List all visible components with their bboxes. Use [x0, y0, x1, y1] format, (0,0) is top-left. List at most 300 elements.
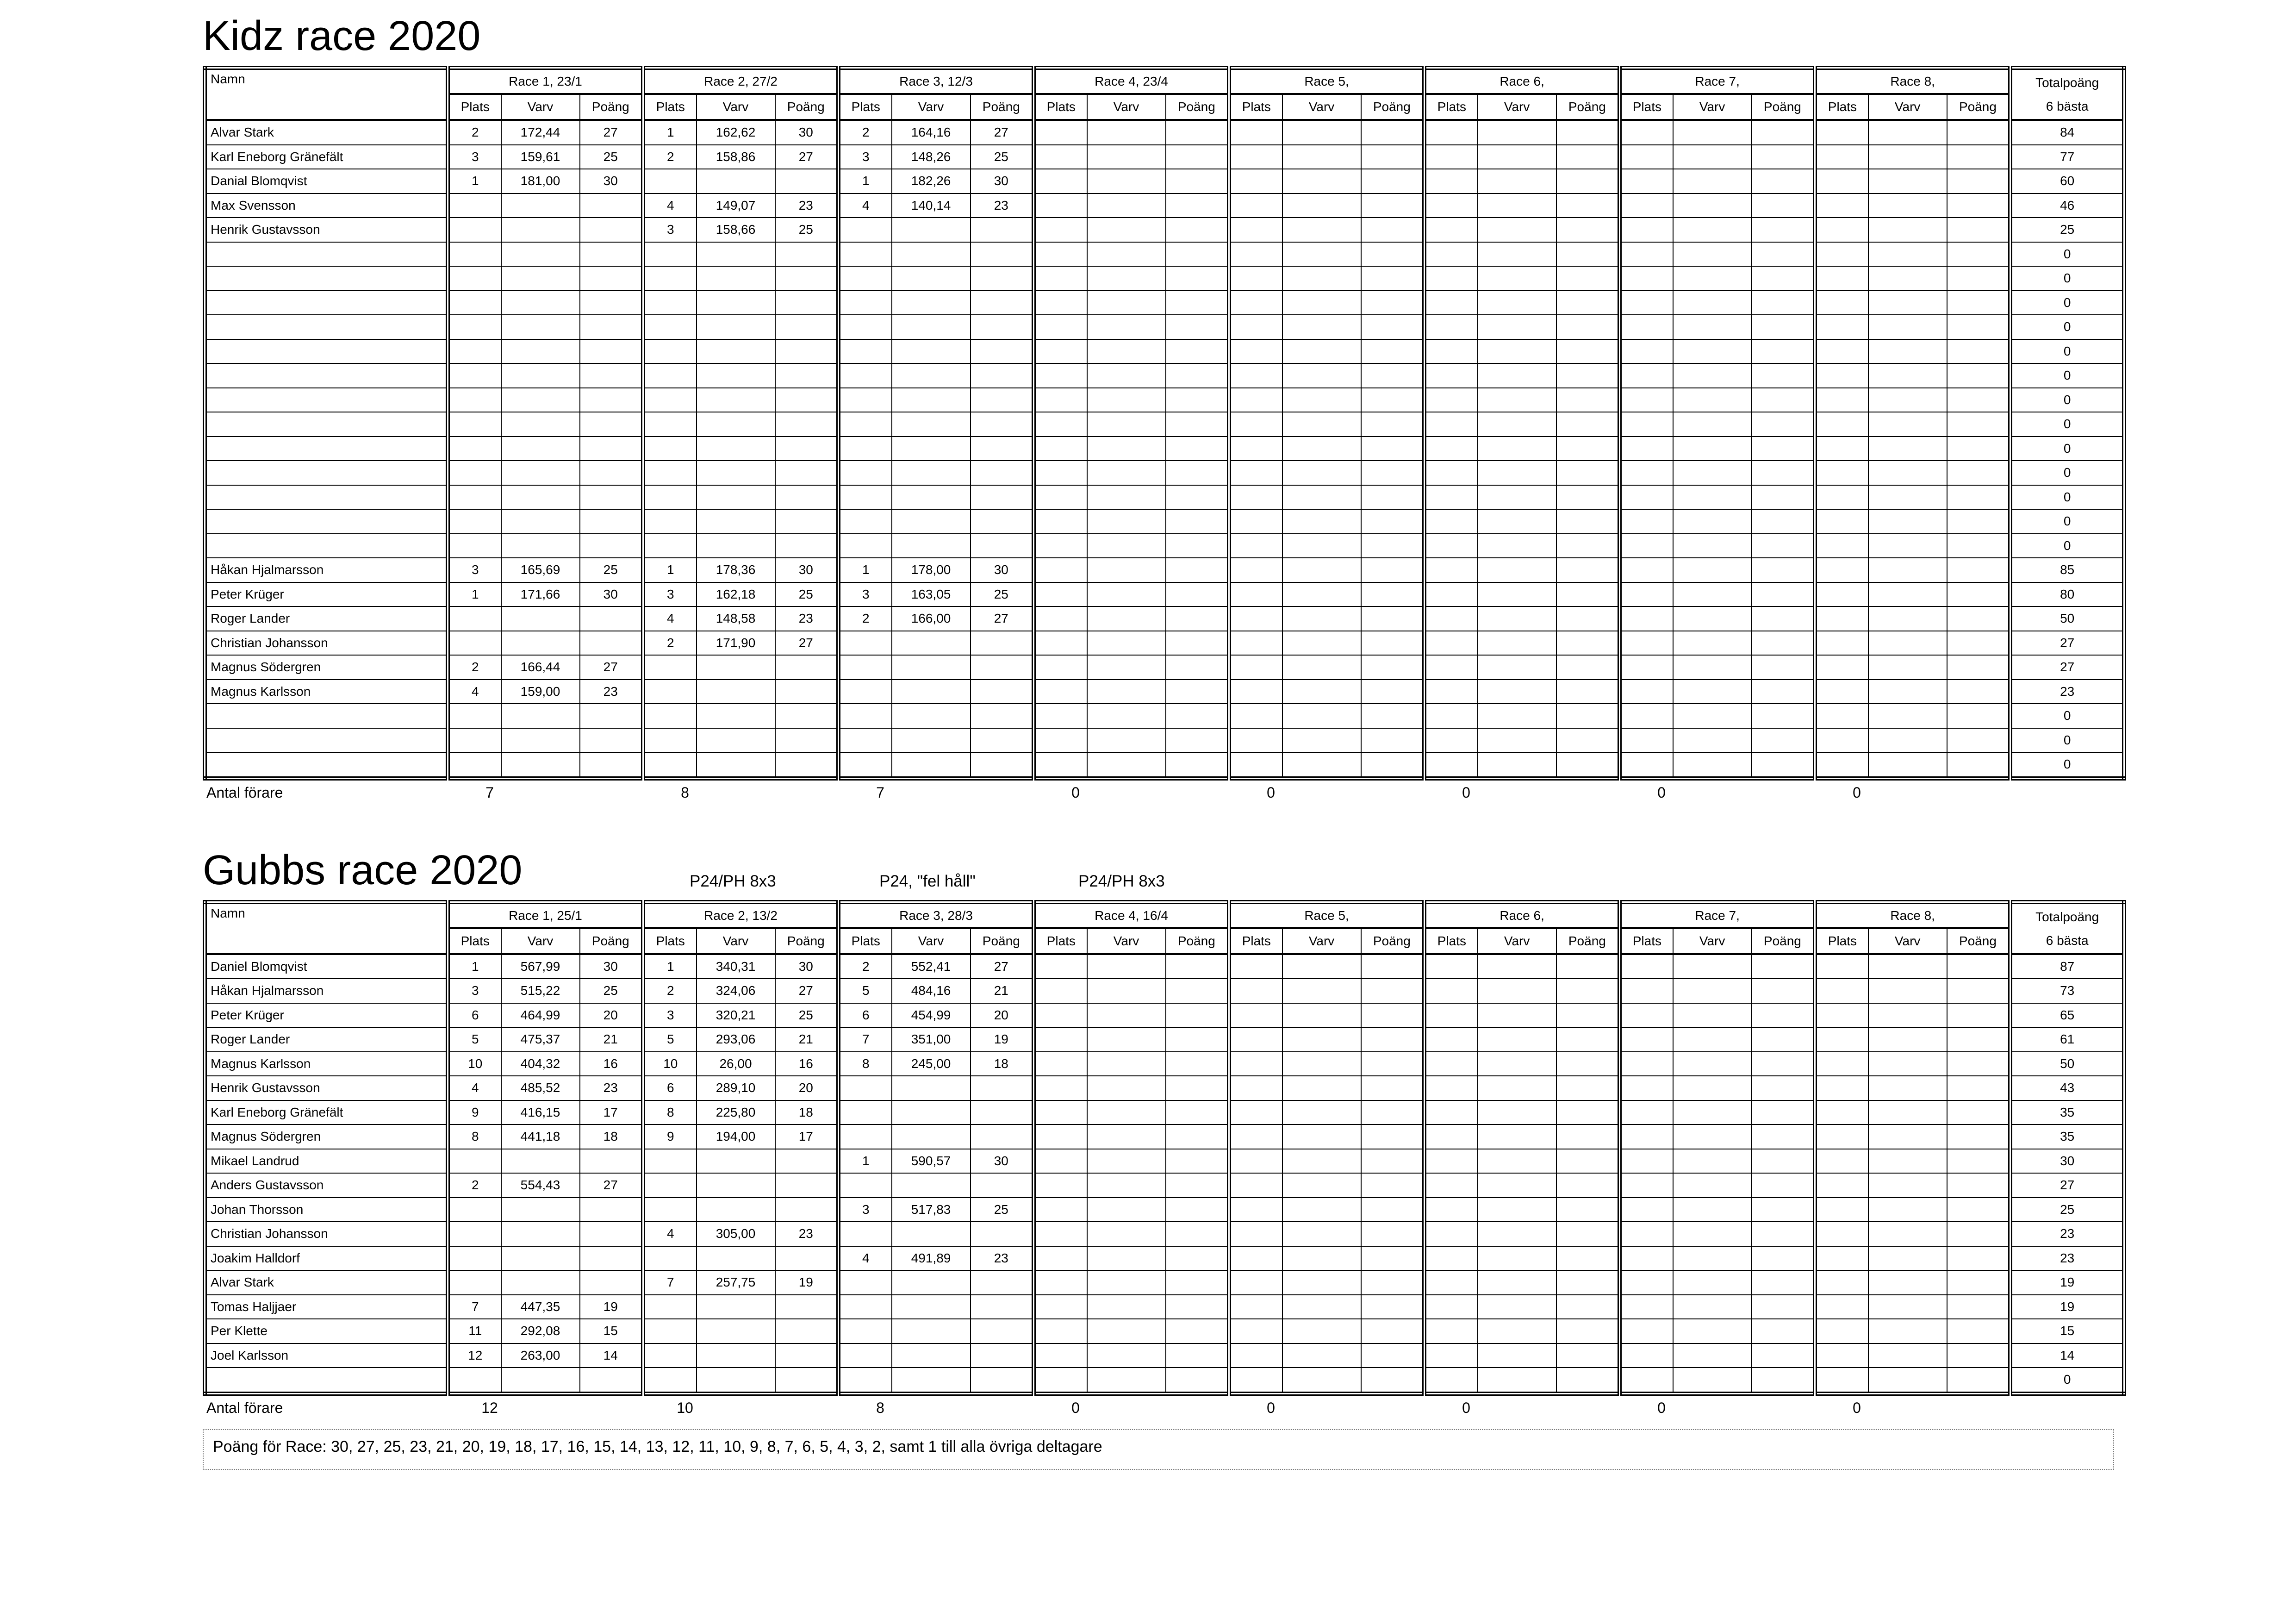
varv-cell: [697, 242, 775, 267]
driver-name-cell: Karl Eneborg Gränefält: [205, 145, 448, 169]
poang-cell: [1361, 1198, 1425, 1222]
result-row: [205, 1027, 2124, 1052]
plats-cell: [643, 485, 697, 510]
poang-cell: [1752, 1270, 1815, 1295]
varv-cell: [1478, 1027, 1556, 1052]
poang-cell: [1556, 954, 1620, 979]
plats-cell: [1620, 1368, 1673, 1393]
varv-cell: [1087, 1343, 1166, 1368]
poang-cell: 25: [971, 582, 1034, 607]
plats-cell: [1034, 437, 1087, 461]
varv-cell: [892, 339, 971, 364]
poang-cell: [1947, 291, 2010, 315]
poang-cell: [971, 218, 1034, 242]
plats-cell: 2: [448, 1173, 501, 1198]
result-row: [205, 509, 2124, 534]
driver-name-cell: [205, 315, 448, 339]
varv-cell: [1478, 582, 1556, 607]
driver-name-cell: Henrik Gustavsson: [205, 218, 448, 242]
varv-cell: 293,06: [697, 1027, 775, 1052]
race-column-header: Race 1, 23/1: [448, 68, 643, 94]
plats-cell: [1034, 1149, 1087, 1174]
race-column-header: Race 1, 25/1: [448, 902, 643, 928]
plats-column-header: Plats: [448, 928, 501, 954]
varv-cell: [1868, 218, 1947, 242]
poang-cell: [1166, 728, 1229, 753]
plats-cell: [1034, 1124, 1087, 1149]
driver-name-cell: Anders Gustavsson: [205, 1173, 448, 1198]
plats-column-header: Plats: [448, 94, 501, 120]
poang-cell: 21: [580, 1027, 643, 1052]
varv-cell: [1087, 437, 1166, 461]
total-cell: 0: [2010, 388, 2124, 412]
plats-cell: [1425, 534, 1478, 558]
poang-cell: [580, 752, 643, 778]
poang-cell: [1752, 1124, 1815, 1149]
varv-column-header: Varv: [1282, 928, 1361, 954]
result-row: [205, 1368, 2124, 1393]
result-row: [205, 1246, 2124, 1271]
varv-cell: [892, 315, 971, 339]
varv-cell: [697, 412, 775, 437]
result-row: [205, 752, 2124, 778]
plats-cell: 7: [839, 1027, 892, 1052]
varv-cell: [1087, 218, 1166, 242]
plats-cell: [839, 1076, 892, 1100]
plats-cell: [839, 1343, 892, 1368]
total-cell: 25: [2010, 218, 2124, 242]
poang-cell: 30: [775, 954, 839, 979]
plats-cell: [1620, 1003, 1673, 1028]
plats-cell: [839, 631, 892, 656]
plats-cell: [448, 1270, 501, 1295]
plats-cell: [1425, 1198, 1478, 1222]
poang-cell: [971, 412, 1034, 437]
plats-cell: 3: [839, 145, 892, 169]
plats-cell: [1229, 1027, 1282, 1052]
varv-cell: [1673, 1100, 1752, 1125]
poang-cell: [1752, 145, 1815, 169]
poang-cell: [580, 266, 643, 291]
plats-cell: [1815, 655, 1868, 680]
poang-cell: [1361, 291, 1425, 315]
plats-cell: 7: [643, 1270, 697, 1295]
total-cell: 0: [2010, 412, 2124, 437]
varv-cell: [1478, 339, 1556, 364]
varv-cell: [1282, 1003, 1361, 1028]
poang-cell: [1361, 1368, 1425, 1393]
poang-cell: 27: [580, 655, 643, 680]
gubbs-race-title: Gubbs race 2020: [203, 847, 523, 893]
plats-cell: [1425, 752, 1478, 778]
plats-cell: [1425, 582, 1478, 607]
poang-cell: [1556, 1270, 1620, 1295]
poang-cell: [1752, 1076, 1815, 1100]
total-cell: 25: [2010, 1198, 2124, 1222]
kidz-results-table: [203, 66, 2126, 781]
varv-cell: [1282, 145, 1361, 169]
varv-cell: [1478, 1343, 1556, 1368]
varv-column-header: Varv: [501, 928, 580, 954]
driver-name-cell: Per Klette: [205, 1319, 448, 1343]
total-cell: 23: [2010, 1246, 2124, 1271]
varv-cell: 351,00: [892, 1027, 971, 1052]
varv-cell: [1868, 266, 1947, 291]
plats-cell: [1034, 1222, 1087, 1246]
poang-cell: [1947, 437, 2010, 461]
plats-cell: [1425, 1173, 1478, 1198]
poang-cell: [1166, 242, 1229, 267]
poang-cell: [580, 1368, 643, 1393]
varv-cell: [892, 655, 971, 680]
plats-cell: 1: [839, 1149, 892, 1174]
plats-cell: [1034, 1246, 1087, 1271]
plats-cell: [1620, 1319, 1673, 1343]
plats-cell: [1620, 1100, 1673, 1125]
result-row: [205, 339, 2124, 364]
poang-cell: [1947, 145, 2010, 169]
poang-cell: [1947, 1149, 2010, 1174]
varv-cell: [1673, 752, 1752, 778]
varv-cell: 164,16: [892, 120, 971, 145]
plats-cell: [1620, 655, 1673, 680]
varv-cell: [1087, 1198, 1166, 1222]
plats-cell: [1425, 339, 1478, 364]
poang-cell: [1947, 631, 2010, 656]
poang-cell: [1556, 194, 1620, 218]
varv-cell: [892, 704, 971, 728]
poang-cell: [1361, 979, 1425, 1003]
plats-cell: [839, 1173, 892, 1198]
poang-cell: [1752, 704, 1815, 728]
varv-cell: [501, 291, 580, 315]
poang-cell: [1752, 1246, 1815, 1271]
varv-cell: [1087, 954, 1166, 979]
varv-cell: [1868, 363, 1947, 388]
varv-cell: [1868, 1003, 1947, 1028]
plats-cell: [643, 242, 697, 267]
plats-cell: [839, 315, 892, 339]
poang-cell: [1752, 363, 1815, 388]
antal-forare-count: 0: [1657, 1399, 1666, 1416]
race-class-annotation: P24/PH 8x3: [1078, 872, 1165, 890]
plats-cell: [1034, 1343, 1087, 1368]
plats-cell: [1815, 704, 1868, 728]
antal-forare-count: 0: [1071, 784, 1080, 801]
result-row: [205, 1343, 2124, 1368]
plats-cell: 5: [839, 979, 892, 1003]
plats-cell: [1815, 1198, 1868, 1222]
poang-cell: [580, 485, 643, 510]
varv-column-header: Varv: [892, 94, 971, 120]
varv-cell: [1282, 1173, 1361, 1198]
poang-column-header: Poäng: [1361, 94, 1425, 120]
varv-cell: [1282, 1027, 1361, 1052]
plats-cell: [1620, 582, 1673, 607]
plats-cell: [839, 704, 892, 728]
plats-cell: [1815, 1124, 1868, 1149]
varv-cell: 454,99: [892, 1003, 971, 1028]
poang-cell: [1947, 363, 2010, 388]
poang-cell: 27: [580, 1173, 643, 1198]
poang-cell: [1556, 704, 1620, 728]
poang-cell: 30: [775, 120, 839, 145]
varv-cell: [1868, 315, 1947, 339]
poang-cell: [775, 534, 839, 558]
poang-cell: 14: [580, 1343, 643, 1368]
plats-cell: [839, 1295, 892, 1319]
poang-cell: [1556, 728, 1620, 753]
varv-cell: [1282, 1270, 1361, 1295]
poang-cell: [580, 631, 643, 656]
poang-cell: [1947, 1246, 2010, 1271]
poang-cell: [1556, 412, 1620, 437]
varv-cell: [1478, 1222, 1556, 1246]
plats-cell: [1620, 680, 1673, 704]
poang-cell: [580, 437, 643, 461]
poang-cell: [1556, 120, 1620, 145]
plats-cell: [1229, 954, 1282, 979]
plats-cell: 9: [448, 1100, 501, 1125]
poang-column-header: Poäng: [1947, 928, 2010, 954]
poang-cell: [1556, 1173, 1620, 1198]
result-row: [205, 1173, 2124, 1198]
poang-cell: [1556, 169, 1620, 194]
varv-cell: [1478, 1270, 1556, 1295]
driver-name-cell: Håkan Hjalmarsson: [205, 558, 448, 582]
plats-cell: [1620, 509, 1673, 534]
poang-cell: [1166, 1027, 1229, 1052]
plats-column-header: Plats: [1229, 94, 1282, 120]
plats-cell: [1815, 437, 1868, 461]
plats-cell: [643, 339, 697, 364]
varv-cell: [1087, 509, 1166, 534]
plats-cell: [643, 509, 697, 534]
plats-cell: [1229, 169, 1282, 194]
total-header-line2: 6 bästa: [2046, 99, 2089, 113]
varv-cell: [501, 1149, 580, 1174]
poang-cell: 27: [971, 954, 1034, 979]
varv-cell: [1282, 485, 1361, 510]
poang-cell: [1752, 631, 1815, 656]
varv-cell: 148,26: [892, 145, 971, 169]
plats-cell: [1425, 1027, 1478, 1052]
poang-cell: 30: [580, 582, 643, 607]
varv-cell: [501, 1222, 580, 1246]
plats-cell: [839, 461, 892, 485]
driver-name-cell: [205, 291, 448, 315]
poang-cell: [1361, 680, 1425, 704]
varv-cell: 159,61: [501, 145, 580, 169]
varv-cell: [1868, 509, 1947, 534]
plats-cell: [1034, 242, 1087, 267]
varv-cell: [501, 437, 580, 461]
plats-cell: [1620, 169, 1673, 194]
varv-cell: 552,41: [892, 954, 971, 979]
varv-cell: [697, 655, 775, 680]
varv-cell: [1868, 1124, 1947, 1149]
poang-cell: [775, 363, 839, 388]
plats-cell: [1425, 1076, 1478, 1100]
plats-cell: 1: [448, 582, 501, 607]
varv-cell: [501, 218, 580, 242]
plats-cell: [1034, 388, 1087, 412]
varv-cell: [1282, 582, 1361, 607]
plats-cell: [1425, 704, 1478, 728]
poang-cell: [1947, 1295, 2010, 1319]
plats-cell: [643, 534, 697, 558]
varv-cell: [1087, 1027, 1166, 1052]
varv-cell: [1087, 680, 1166, 704]
plats-cell: [1229, 1100, 1282, 1125]
varv-cell: [892, 1100, 971, 1125]
varv-cell: [1868, 1343, 1947, 1368]
poang-cell: [1947, 582, 2010, 607]
plats-cell: [448, 1149, 501, 1174]
varv-cell: [1282, 704, 1361, 728]
varv-cell: [1673, 631, 1752, 656]
varv-cell: [1282, 1149, 1361, 1174]
poang-cell: [1752, 1100, 1815, 1125]
result-row: [205, 145, 2124, 169]
plats-cell: [839, 266, 892, 291]
scoring-note-box: [203, 1429, 2114, 1470]
poang-cell: [1361, 242, 1425, 267]
driver-name-cell: [205, 461, 448, 485]
poang-cell: [971, 388, 1034, 412]
antal-forare-row: [203, 781, 2122, 805]
varv-cell: 475,37: [501, 1027, 580, 1052]
varv-cell: [1868, 680, 1947, 704]
varv-cell: [1673, 315, 1752, 339]
poang-cell: [775, 1368, 839, 1393]
poang-cell: [971, 266, 1034, 291]
varv-cell: [1087, 1173, 1166, 1198]
varv-cell: [1673, 509, 1752, 534]
total-cell: 35: [2010, 1100, 2124, 1125]
plats-cell: [1229, 534, 1282, 558]
result-row: [205, 1222, 2124, 1246]
plats-cell: [1425, 680, 1478, 704]
varv-cell: [697, 704, 775, 728]
plats-cell: 2: [839, 606, 892, 631]
varv-cell: [1478, 461, 1556, 485]
poang-cell: [971, 242, 1034, 267]
result-row: [205, 631, 2124, 656]
plats-cell: [1034, 655, 1087, 680]
varv-cell: [1087, 534, 1166, 558]
plats-cell: 3: [643, 582, 697, 607]
plats-cell: [1034, 558, 1087, 582]
plats-cell: [1229, 388, 1282, 412]
plats-cell: [1425, 388, 1478, 412]
poang-cell: [1752, 315, 1815, 339]
antal-forare-count: 12: [481, 1399, 498, 1416]
plats-cell: [1620, 1295, 1673, 1319]
total-cell: 0: [2010, 704, 2124, 728]
varv-column-header: Varv: [1087, 94, 1166, 120]
varv-cell: [1478, 266, 1556, 291]
poang-cell: 25: [971, 1198, 1034, 1222]
poang-column-header: Poäng: [971, 928, 1034, 954]
poang-cell: [1166, 145, 1229, 169]
varv-cell: [1478, 680, 1556, 704]
poang-cell: [580, 509, 643, 534]
plats-cell: [643, 728, 697, 753]
plats-cell: [839, 728, 892, 753]
varv-cell: [1868, 1270, 1947, 1295]
plats-cell: [1815, 218, 1868, 242]
plats-cell: [643, 437, 697, 461]
varv-cell: [1087, 582, 1166, 607]
plats-cell: [1229, 1368, 1282, 1393]
plats-cell: [1425, 558, 1478, 582]
plats-cell: [1620, 242, 1673, 267]
plats-cell: 12: [448, 1343, 501, 1368]
varv-cell: [1282, 169, 1361, 194]
driver-name-cell: Tomas Haljjaer: [205, 1295, 448, 1319]
antal-forare-count: 0: [1462, 784, 1470, 801]
varv-cell: [697, 1343, 775, 1368]
plats-cell: [1815, 1246, 1868, 1271]
gubbs-race-section: [203, 844, 2147, 1420]
antal-forare-count: 0: [1657, 784, 1666, 801]
poang-cell: 25: [775, 582, 839, 607]
plats-cell: 1: [643, 120, 697, 145]
antal-forare-label: Antal förare: [206, 784, 283, 801]
poang-cell: [1947, 266, 2010, 291]
varv-cell: 178,36: [697, 558, 775, 582]
plats-cell: [1815, 169, 1868, 194]
varv-column-header: Varv: [501, 94, 580, 120]
plats-cell: 9: [643, 1124, 697, 1149]
poang-cell: 25: [580, 558, 643, 582]
poang-cell: [1166, 680, 1229, 704]
varv-cell: [1868, 169, 1947, 194]
plats-cell: [839, 752, 892, 778]
poang-cell: [1752, 1003, 1815, 1028]
poang-cell: [580, 242, 643, 267]
varv-column-header: Varv: [1673, 94, 1752, 120]
poang-cell: [775, 752, 839, 778]
poang-cell: [1947, 979, 2010, 1003]
plats-cell: [1620, 1076, 1673, 1100]
driver-name-cell: [205, 412, 448, 437]
result-row: [205, 1076, 2124, 1100]
poang-cell: [1752, 606, 1815, 631]
poang-cell: [1947, 954, 2010, 979]
plats-cell: [1815, 1368, 1868, 1393]
antal-forare-count: 0: [1853, 784, 1861, 801]
poang-cell: [1947, 339, 2010, 364]
total-header-line1: Totalpoäng: [2035, 909, 2099, 924]
varv-cell: [1478, 120, 1556, 145]
varv-column-header: Varv: [1868, 94, 1947, 120]
varv-cell: [1087, 120, 1166, 145]
poang-cell: [1361, 1173, 1425, 1198]
race-class-annotation: P24/PH 8x3: [690, 872, 776, 890]
result-row: [205, 704, 2124, 728]
plats-cell: 3: [448, 979, 501, 1003]
poang-cell: [1752, 1027, 1815, 1052]
plats-cell: [1620, 363, 1673, 388]
total-cell: 50: [2010, 1052, 2124, 1076]
plats-cell: [839, 1124, 892, 1149]
poang-cell: [775, 437, 839, 461]
varv-cell: [1282, 1295, 1361, 1319]
varv-cell: 515,22: [501, 979, 580, 1003]
poang-cell: [580, 388, 643, 412]
